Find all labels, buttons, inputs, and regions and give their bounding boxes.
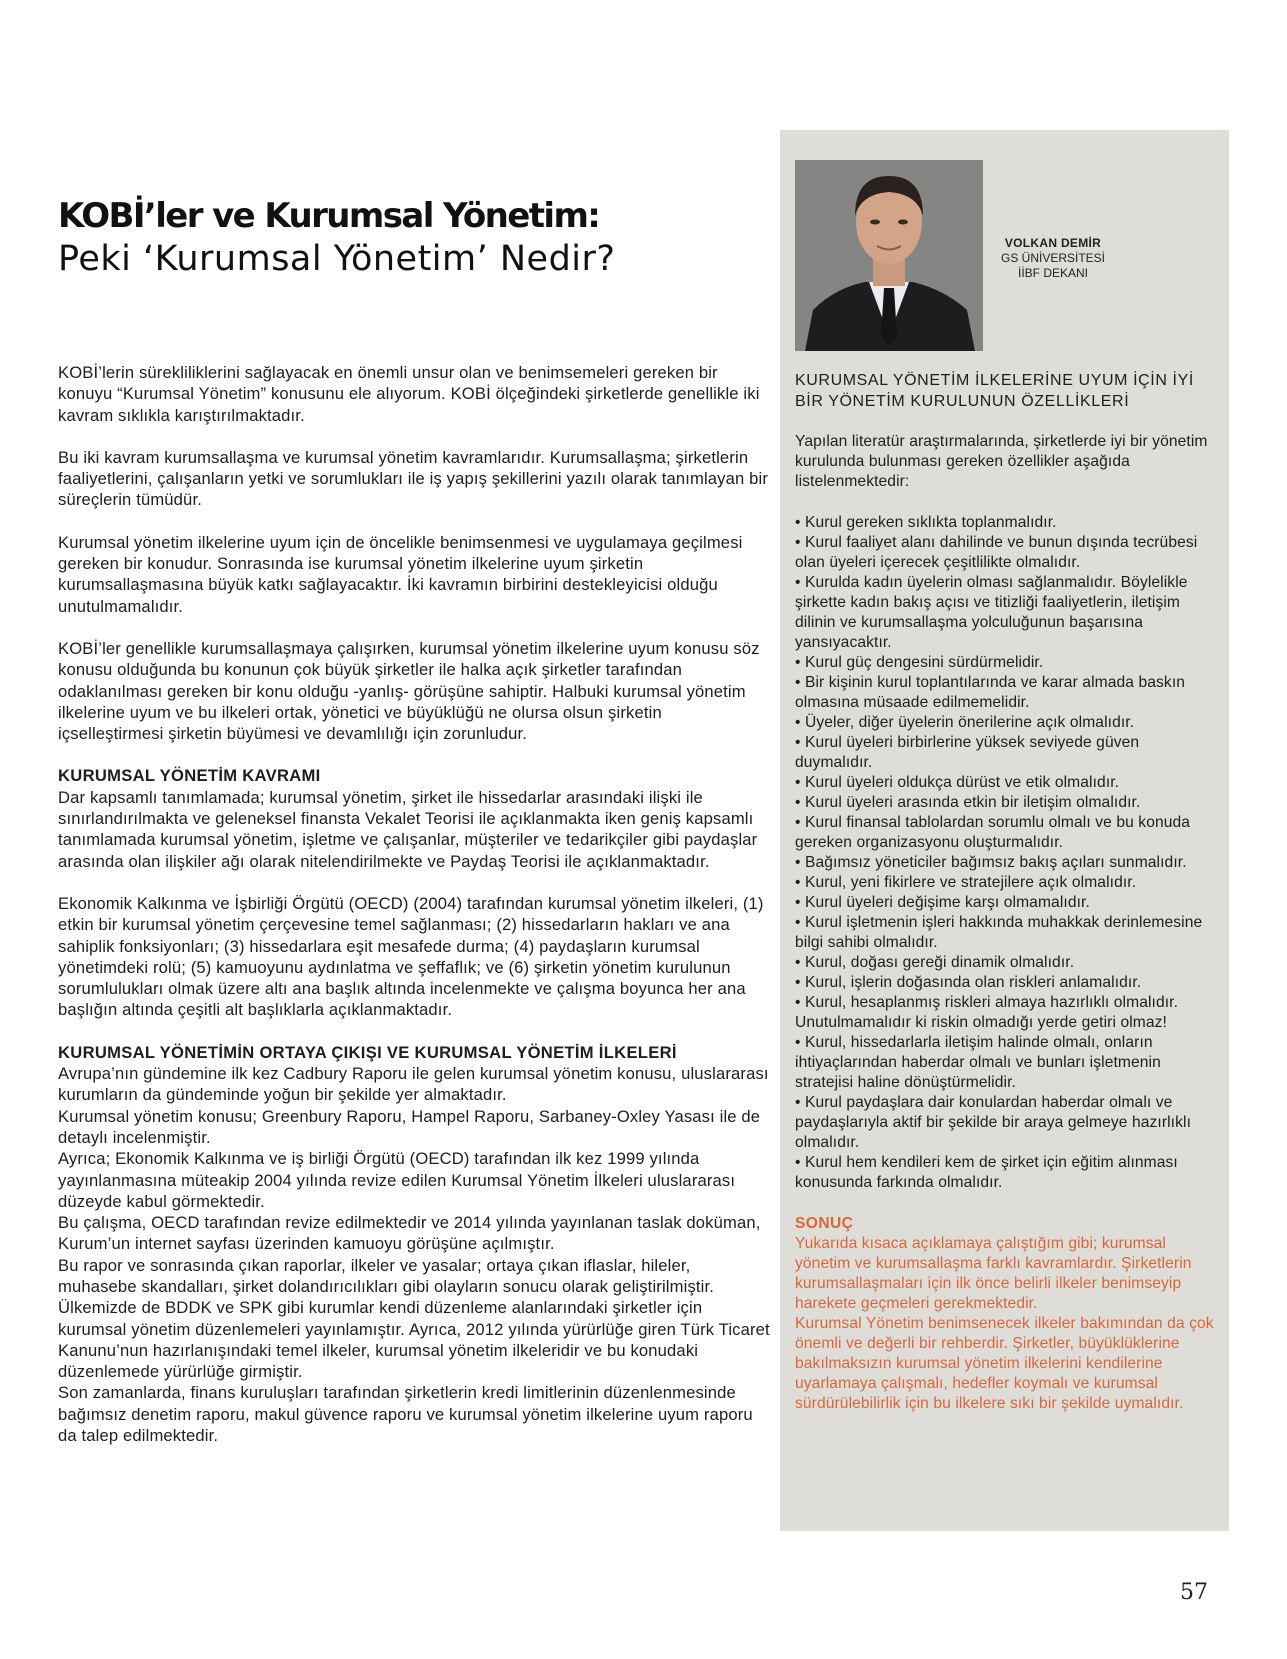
sidebar-content [795,370,1215,1414]
list-item: • Kurul, hissedarlarla iletişim halinde olmalı, onların ihtiyaçlarından haberdar olmalı ve bunları işletmenin stratejisi haline dönüştürmelidir. [795,1034,1161,1091]
article-title [58,196,758,282]
paragraph: Ülkemizde de BDDK ve SPK gibi kurumlar kendi düzenleme alanlarındaki şirketler için kurumsal yönetim düzenlemeleri yayınlamıştır. Ayrıca, 2012 yılında yürürlüğe giren Türk Ticaret Kanunu’nun hazırlanışındaki temel ilkeler, kurumsal yönetim ilkeleridir ve bu konudaki düzenlemede yürürlüğe girmiştir. [58,1298,770,1382]
paragraph: Kurumsal yönetim ilkelerine uyum için de öncelikle benimsenmesi ve uygulamaya geçilmesi gereken bir konudur. Sonrasında ise kurumsal yönetim ilkelerine uyum şirketin kurumsallaşmasına büyük katkı sağlayacaktır. İki kavramın birbirini destekleyicisi olduğu unutulmamalıdır. [58,532,743,616]
section-heading: KURUMSAL YÖNETİM KAVRAMI [58,766,321,786]
paragraph: KOBİ’ler genellikle kurumsallaşmaya çalışırken, kurumsal yönetim ilkelerine uyum konusu söz konusu olduğunda bu konunun çok büyük şirketler ile halka açık şirketler tarafından odaklanılması gereken bir konu olduğu -yanlış- görüşüne sahiptir. Halbuki kurumsal yönetim ilkelerine uyum ve bu ilkeleri ortak, yönetici ve büyüklüğü ne olursa olsun şirketin içselleştirmesi şirketin büyümesi ve devamlılığı için zorunludur. [58,638,760,744]
list-item: • Kurul faaliyet alanı dahilinde ve bunun dışında tecrübesi olan üyeleri içerecek çeşitlilikte olmalıdır. [795,534,1198,571]
paragraph: Bu rapor ve sonrasında çıkan raporlar, ilkeler ve yasalar; ortaya çıkan iflaslar, hileler, muhasebe skandalları, şirket dolandırıcılıkları gibi olayların sonucu olarak geliştirilmiştir. [58,1255,715,1296]
author-info [988,236,1118,281]
author-photo [795,160,983,351]
title-line-bold: KOBİ’ler ve Kurumsal Yönetim: [58,196,600,236]
article-body [58,362,772,1467]
paragraph: Avrupa’nın gündemine ilk kez Cadbury Raporu ile gelen kurumsal yönetim konusu, uluslararası kurumların da gündeminde yoğun bir şekilde yer almaktadır. [58,1064,769,1105]
list-item: • Bağımsız yöneticiler bağımsız bakış açıları sunmalıdır. [795,854,1187,871]
list-item: • Kurul finansal tablolardan sorumlu olmalı ve bu konuda gereken organizasyonu oluşturmalıdır. [795,814,1191,851]
list-item: • Kurul üyeleri oldukça dürüst ve etik olmalıdır. [795,774,1120,791]
paragraph: Ayrıca; Ekonomik Kalkınma ve iş birliği Örgütü (OECD) tarafından ilk kez 1999 yılında yayınlanmasına müteakip 2004 yılında revize edilen Kurumsal Yönetim İlkeleri uluslararası düzeyde kabul görmektedir. [58,1149,736,1211]
title-line-subtitle: Peki ‘Kurumsal Yönetim’ Nedir? [58,239,616,279]
paragraph: KOBİ’lerin sürekliliklerini sağlayacak en önemli unsur olan ve benimsemeleri gereken bir konuyu “Kurumsal Yönetim” konusunu ele alıyorum. KOBİ ölçeğindeki şirketlerde genellikle iki kavram sıklıkla karıştırılmaktadır. [58,363,760,425]
conclusion-paragraph: Kurumsal Yönetim benimsenecek ilkeler bakımından da çok önemli ve değerli bir rehberdir. Şirketler, büyüklüklerine bakılmaksızın kurumsal yönetim ilkelerini kendilerine uyarlamaya çalışmalı, hedefler koymalı ve kurumsal sürdürülebilirlik için bu ilkelere sıkı bir şekilde uymalıdır. [795,1315,1214,1412]
paragraph: Dar kapsamlı tanımlamada; kurumsal yönetim, şirket ile hissedarlar arasındaki ilişki ile sınırlandırılmakta ve geleneksel finansta Vekalet Teorisi ile açıklanmakta iken geniş kapsamlı tanımlamada kurumsal yönetim, işletme ve çalışanlar, müşteriler ve tedarikçiler gibi paydaşlar arasında olan ilişkiler ağı olarak nitelendirilmekte ve Paydaş Teorisi ile açıklanmaktadır. [58,787,758,871]
paragraph: Kurumsal yönetim konusu; Greenbury Raporu, Hampel Raporu, Sarbaney-Oxley Yasası ile de detaylı incelenmiştir. [58,1106,761,1147]
list-item: • Kurul, doğası gereği dinamik olmalıdır. [795,954,1075,971]
paragraph: Ekonomik Kalkınma ve İşbirliği Örgütü (OECD) (2004) tarafından kurumsal yönetim ilkeleri, (1) etkin bir kurumsal yönetim çerçevesine temel sağlanması; (2) hissedarların hakları ve ana sahiplik fonksiyonları; (3) hissedarlara eşit mesafede durma; (4) paydaşların kurumsal yönetimdeki rolü; (5) kamuoyunu aydınlatma ve şeffaflık; ve (6) şirketin yönetim kurulunun sorumlulukları olmak üzere altı ana başlık altında incelenmekte ve çalışma boyunca her ana başlığın altında çeşitli alt başlıklarla açıklanmaktadır. [58,893,764,1020]
list-item: • Kurul, işlerin doğasında olan riskleri anlamalıdır. [795,974,1142,991]
conclusion-paragraph: Yukarıda kısaca açıklamaya çalıştığım gibi; kurumsal yönetim ve kurumsallaşma farklı kavramlardır. Şirketlerin kurumsallaşmaları için ilk önce belirli ilkeler benimseyip harekete geçmeleri gerekmektedir. [795,1235,1192,1312]
list-item: • Bir kişinin kurul toplantılarında ve karar almada baskın olmasına müsaade edilmemelidir. [795,674,1186,711]
bullet-list [795,513,1215,1193]
portrait-image [795,160,983,351]
list-item: • Kurul işletmenin işleri hakkında muhakkak derinlemesine bilgi sahibi olmalıdır. [795,914,1203,951]
page-number: 57 [1180,1580,1208,1605]
paragraph: Bu çalışma, OECD tarafından revize edilmektedir ve 2014 yılında yayınlanan taslak doküman, Kurum’un internet sayfası üzerinden kamuoyu görüşüne açılmıştır. [58,1213,761,1254]
section-heading: KURUMSAL YÖNETİMİN ORTAYA ÇIKIŞI VE KURUMSAL YÖNETİM İLKELERİ [58,1042,677,1062]
list-item: • Kurul paydaşlara dair konulardan haberdar olmalı ve paydaşlarıyla aktif bir şekilde bir araya gelmeye hazırlıklı olmalıdır. [795,1094,1192,1151]
sidebar-heading: KURUMSAL YÖNETİM İLKELERİNE UYUM İÇİN İYİ BİR YÖNETİM KURULUNUN ÖZELLİKLERİ [795,372,1194,410]
list-item: • Kurul, yeni fikirlere ve stratejilere açık olmalıdır. [795,874,1137,891]
paragraph: Son zamanlarda, finans kuruluşları tarafından şirketlerin kredi limitlerinin düzenlenmesinde bağımsız denetim raporu, makul güvence raporu ve kurumsal yönetim ilkelerine uyum raporu da talep edilmektedir. [58,1383,753,1446]
list-item: • Kurulda kadın üyelerin olması sağlanmalıdır. Böylelikle şirkette kadın bakış açısı ve titizliği faaliyetlerin, iletişim dilinin ve kurumsallaşma yolculuğunun başarısına yansıyacaktır. [795,574,1188,651]
section-concept [58,765,772,871]
list-item: • Kurul üyeleri birbirlerine yüksek seviyede güven duymalıdır. [795,734,1140,771]
author-name: VOLKAN DEMİR [1004,236,1102,250]
conclusion-heading: SONUÇ [795,1215,854,1232]
list-item: • Kurul güç dengesini sürdürmelidir. [795,654,1044,671]
list-item: • Kurul hem kendileri kem de şirket için eğitim alınması konusunda farkında olmalıdır. [795,1154,1178,1191]
paragraph: Bu iki kavram kurumsallaşma ve kurumsal yönetim kavramlarıdır. Kurumsallaşma; şirketlerin faaliyetlerini, çalışanların yetki ve sorumlukları ile iş yapış şekillerini yazılı olarak tanımlayan bir süreçlerin tümüdür. [58,447,769,510]
section-origin [58,1042,772,1447]
list-item: • Üyeler, diğer üyelerin önerilerine açık olmalıdır. [795,714,1135,731]
list-item: • Kurul üyeleri arasında etkin bir iletişim olmalıdır. [795,794,1141,811]
author-title: İİBF DEKANI [1017,266,1088,280]
conclusion-section [795,1214,1215,1414]
sidebar-intro: Yapılan literatür araştırmalarında, şirketlerde iyi bir yönetim kurulunda bulunması gereken özellikler aşağıda listelenmektedir: [795,433,1208,490]
list-item: • Kurul üyeleri değişime karşı olmamalıdır. [795,894,1090,911]
list-item: • Kurul gereken sıklıkta toplanmalıdır. [795,514,1057,531]
author-affiliation: GS ÜNİVERSİTESİ [1000,251,1106,265]
list-item: • Kurul, hesaplanmış riskleri almaya hazırlıklı olmalıdır. Unutulmamalıdır ki riskin olmadığı yerde getiri olmaz! [795,994,1179,1031]
